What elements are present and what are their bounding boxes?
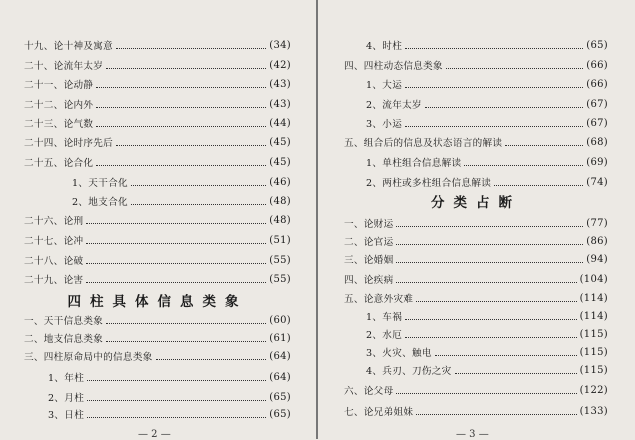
- toc-entry-page-number: (115): [579, 328, 608, 340]
- toc-entry-page-number: (55): [269, 254, 291, 266]
- dot-leader: [106, 340, 266, 342]
- dot-leader: [405, 47, 583, 49]
- toc-entry-page-number: (34): [269, 39, 291, 51]
- toc-entry-page-number: (44): [269, 117, 291, 129]
- dot-leader: [416, 413, 576, 415]
- toc-entry-page-number: (77): [586, 217, 608, 229]
- toc-entry: [366, 343, 608, 361]
- toc-entry: [72, 192, 291, 210]
- toc-entry-label: 2、月柱: [48, 393, 85, 404]
- toc-entry-label: 五、论意外灾难: [344, 294, 414, 305]
- toc-entry-page-number: (86): [586, 235, 608, 247]
- toc-entry: [24, 329, 291, 347]
- dot-leader: [156, 358, 267, 360]
- dot-leader: [416, 300, 576, 302]
- dot-leader: [86, 222, 266, 224]
- toc-entry: [24, 56, 291, 74]
- toc-entry-page-number: (43): [269, 98, 291, 110]
- toc-entry: [366, 361, 608, 379]
- toc-entry-page-number: (61): [269, 332, 291, 344]
- toc-entry-page-number: (48): [269, 195, 291, 207]
- dot-leader: [405, 336, 577, 338]
- toc-entry-label: 3、日柱: [48, 410, 85, 421]
- dot-leader: [87, 416, 266, 418]
- dot-leader: [446, 67, 583, 69]
- toc-entry-label: 六、论父母: [344, 386, 394, 397]
- toc-entry-label: 二十二、论内外: [24, 100, 94, 111]
- dot-leader: [396, 243, 583, 245]
- dot-leader: [396, 392, 576, 394]
- toc-entry-page-number: (64): [269, 350, 291, 362]
- right-page: [318, 0, 635, 439]
- dot-leader: [405, 86, 583, 88]
- toc-entry: [24, 133, 291, 151]
- page-folio: — 2 —: [138, 429, 171, 440]
- toc-entry-label: 1、天干合化: [72, 178, 128, 189]
- dot-leader: [86, 262, 266, 264]
- toc-entry-page-number: (67): [586, 117, 608, 129]
- toc-entry: [344, 250, 608, 268]
- dot-leader: [96, 106, 266, 108]
- toc-entry-page-number: (43): [269, 78, 291, 90]
- toc-entry-page-number: (133): [579, 405, 608, 417]
- dot-leader: [405, 318, 577, 320]
- toc-entry-label: 二十五、论合化: [24, 158, 94, 169]
- toc-entry: [344, 289, 608, 307]
- toc-entry: [24, 36, 291, 54]
- toc-entry-label: 四、四柱动态信息类象: [344, 61, 443, 72]
- toc-entry: [24, 114, 291, 132]
- toc-entry: [344, 56, 608, 74]
- toc-entry-page-number: (66): [586, 59, 608, 71]
- toc-entry-label: 3、小运: [366, 119, 403, 130]
- toc-entry: [24, 270, 291, 288]
- toc-entry-label: 2、地支合化: [72, 197, 128, 208]
- dot-leader: [116, 47, 266, 49]
- toc-entry: [366, 75, 608, 93]
- dot-leader: [435, 354, 577, 356]
- toc-entry: [24, 347, 291, 365]
- dot-leader: [396, 225, 583, 227]
- toc-entry-page-number: (69): [586, 156, 608, 168]
- toc-entry: [366, 153, 608, 171]
- dot-leader: [86, 281, 266, 283]
- dot-leader: [505, 144, 583, 146]
- toc-entry-page-number: (114): [579, 292, 608, 304]
- toc-entry: [24, 311, 291, 329]
- toc-entry-page-number: (104): [579, 273, 608, 285]
- toc-entry-label: 二十七、论冲: [24, 236, 84, 247]
- toc-entry-page-number: (67): [586, 98, 608, 110]
- toc-entry-page-number: (51): [269, 234, 291, 246]
- toc-entry-label: 三、四柱原命局中的信息类象: [24, 352, 153, 363]
- toc-entry-page-number: (65): [269, 391, 291, 403]
- toc-entry: [344, 270, 608, 288]
- toc-entry: [24, 211, 291, 229]
- toc-entry: [24, 95, 291, 113]
- toc-entry-label: 二、论官运: [344, 237, 394, 248]
- toc-entry-label: 十九、论十神及寓意: [24, 41, 114, 52]
- dot-leader: [86, 242, 266, 244]
- dot-leader: [106, 67, 266, 69]
- toc-entry-page-number: (55): [269, 273, 291, 285]
- dot-leader: [106, 322, 266, 324]
- section-heading: 分类占断: [431, 195, 521, 211]
- toc-entry-label: 1、单柱组合信息解读: [366, 158, 462, 169]
- dot-leader: [96, 164, 266, 166]
- toc-entry-label: 二十八、论破: [24, 256, 84, 267]
- toc-entry-label: 二十九、论害: [24, 275, 84, 286]
- dot-leader: [396, 261, 583, 263]
- toc-entry: [344, 214, 608, 232]
- toc-entry-page-number: (65): [269, 408, 291, 420]
- dot-leader: [396, 281, 576, 283]
- toc-entry: [344, 402, 608, 420]
- toc-entry-page-number: (66): [586, 78, 608, 90]
- toc-entry-label: 七、论兄弟姐妹: [344, 407, 414, 418]
- toc-entry: [366, 307, 608, 325]
- section-heading: 四柱具体信息类象: [67, 294, 248, 310]
- dot-leader: [116, 144, 266, 146]
- toc-entry-page-number: (45): [269, 136, 291, 148]
- toc-entry: [72, 173, 291, 191]
- toc-entry: [344, 232, 608, 250]
- toc-entry-label: 一、论财运: [344, 219, 394, 230]
- toc-entry-page-number: (115): [579, 364, 608, 376]
- toc-entry-label: 三、论婚姻: [344, 255, 394, 266]
- toc-entry: [344, 381, 608, 399]
- toc-entry-label: 1、年柱: [48, 373, 85, 384]
- toc-entry: [24, 251, 291, 269]
- toc-entry: [366, 95, 608, 113]
- toc-entry-page-number: (46): [269, 176, 291, 188]
- toc-entry-label: 四、论疾病: [344, 275, 394, 286]
- toc-entry-label: 二十四、论时序先后: [24, 138, 114, 149]
- toc-entry-label: 2、流年太岁: [366, 100, 422, 111]
- toc-entry: [366, 173, 608, 191]
- toc-entry-label: 2、两柱或多柱组合信息解读: [366, 178, 492, 189]
- page-folio: — 3 —: [456, 429, 489, 440]
- toc-entry: [366, 325, 608, 343]
- left-page: [0, 0, 316, 439]
- dot-leader: [87, 399, 266, 401]
- toc-entry-page-number: (114): [579, 310, 608, 322]
- toc-entry-page-number: (115): [579, 346, 608, 358]
- toc-entry-page-number: (68): [586, 136, 608, 148]
- toc-entry-page-number: (60): [269, 314, 291, 326]
- toc-entry-label: 一、天干信息类象: [24, 316, 104, 327]
- dot-leader: [405, 125, 583, 127]
- dot-leader: [96, 86, 266, 88]
- dot-leader: [425, 106, 583, 108]
- toc-entry-label: 二十、论流年太岁: [24, 61, 104, 72]
- toc-entry-label: 4、时柱: [366, 41, 403, 52]
- toc-entry-label: 五、组合后的信息及状态语言的解读: [344, 138, 503, 149]
- dot-leader: [131, 203, 266, 205]
- toc-entry-page-number: (122): [579, 384, 608, 396]
- toc-entry-label: 二十六、论刑: [24, 216, 84, 227]
- toc-entry-label: 1、大运: [366, 80, 403, 91]
- toc-entry-page-number: (74): [586, 176, 608, 188]
- toc-entry: [24, 153, 291, 171]
- toc-entry: [48, 368, 291, 386]
- toc-entry: [48, 405, 291, 423]
- toc-entry-page-number: (48): [269, 214, 291, 226]
- toc-entry-label: 3、火灾、触电: [366, 348, 432, 359]
- toc-entry-label: 2、水厄: [366, 330, 403, 341]
- toc-entry-page-number: (45): [269, 156, 291, 168]
- toc-entry: [366, 114, 608, 132]
- toc-entry: [344, 133, 608, 151]
- dot-leader: [494, 184, 583, 186]
- toc-entry-page-number: (65): [586, 39, 608, 51]
- toc-entry-label: 二十三、论气数: [24, 119, 94, 130]
- dot-leader: [455, 372, 577, 374]
- dot-leader: [96, 125, 266, 127]
- toc-entry: [48, 388, 291, 406]
- toc-entry-label: 4、兵刃、刀伤之灾: [366, 366, 452, 377]
- dot-leader: [464, 164, 583, 166]
- toc-entry-label: 二十一、论动静: [24, 80, 94, 91]
- toc-entry-page-number: (94): [586, 253, 608, 265]
- toc-entry: [24, 231, 291, 249]
- dot-leader: [87, 379, 266, 381]
- dot-leader: [131, 184, 266, 186]
- toc-entry: [24, 75, 291, 93]
- toc-entry-label: 1、车祸: [366, 312, 403, 323]
- toc-entry-page-number: (64): [269, 371, 291, 383]
- toc-entry: [366, 36, 608, 54]
- toc-entry-page-number: (42): [269, 59, 291, 71]
- toc-entry-label: 二、地支信息类象: [24, 334, 104, 345]
